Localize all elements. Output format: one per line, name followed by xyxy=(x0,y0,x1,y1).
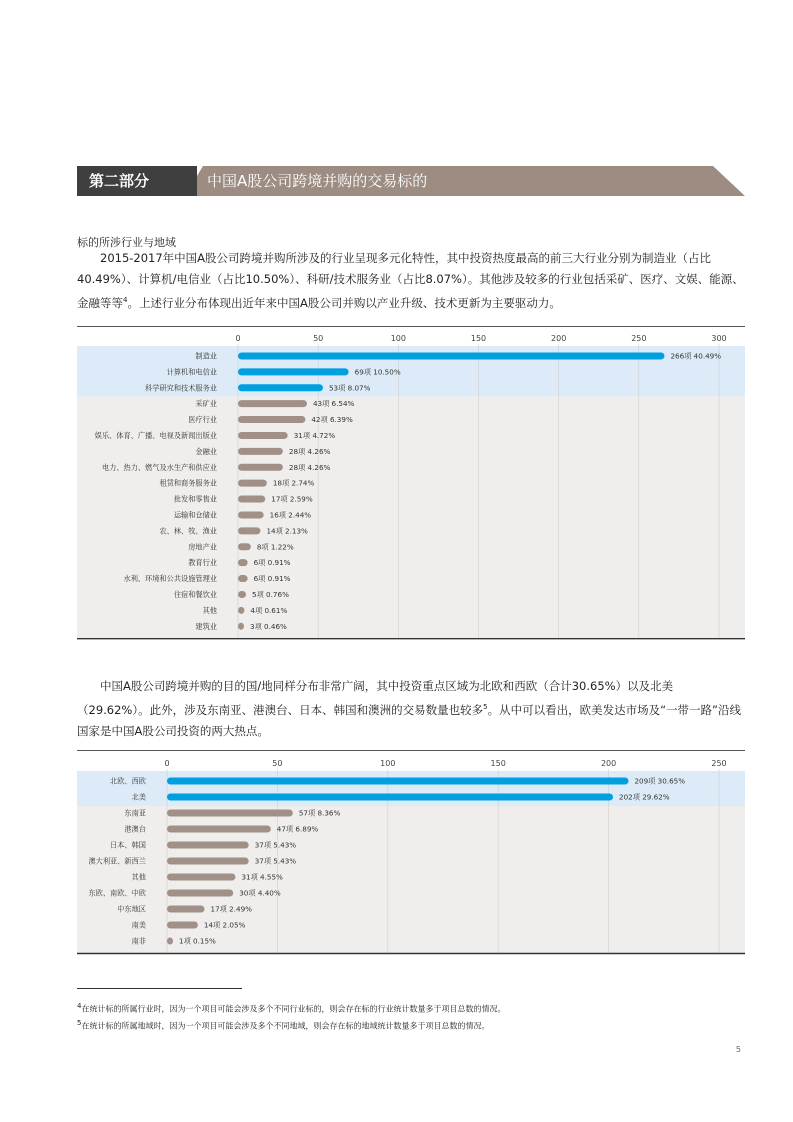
data-label: 31项 4.72% xyxy=(293,430,336,440)
category-label: 其他 xyxy=(131,872,146,882)
category-label: 东欧、南欧、中欧 xyxy=(88,888,146,898)
category-label: 采矿业 xyxy=(195,399,217,409)
footnote-ref-5: 5 xyxy=(483,703,488,711)
region-chart-svg xyxy=(77,750,745,956)
footnote-5 xyxy=(77,1017,745,1033)
bar xyxy=(167,842,249,849)
bar xyxy=(167,826,271,833)
category-label: 建筑业 xyxy=(195,621,217,631)
data-label: 209项 30.65% xyxy=(634,776,686,786)
category-label: 计算机和电信业 xyxy=(166,367,217,377)
bar xyxy=(238,511,264,518)
footnote-4-number: 4 xyxy=(77,1002,82,1010)
data-label: 5项 0.76% xyxy=(252,589,289,599)
data-label: 43项 6.54% xyxy=(312,399,355,409)
industry-chart-svg xyxy=(77,326,745,642)
category-label: 制造业 xyxy=(195,351,217,361)
bar xyxy=(238,384,323,391)
category-label: 北欧、西欧 xyxy=(110,776,146,786)
data-label: 31项 4.55% xyxy=(241,872,283,882)
bar xyxy=(167,890,233,897)
bar xyxy=(167,938,173,945)
category-label: 房地产业 xyxy=(188,542,217,552)
footnote-4-text: 在统计标的所属行业时，因为一个项目可能会涉及多个不同行业标的，则会存在标的行业统计数量多于项目总数的情况。 xyxy=(81,1004,506,1014)
data-label: 14项 2.13% xyxy=(266,526,308,536)
paragraph-industry xyxy=(77,248,745,314)
category-label: 运输和仓储业 xyxy=(173,510,217,520)
category-label: 北美 xyxy=(131,792,146,802)
data-label: 57项 8.36% xyxy=(298,808,341,818)
category-label: 教育行业 xyxy=(188,558,217,568)
bar xyxy=(238,623,244,630)
axis-tick-label: 300 xyxy=(711,334,727,343)
data-label: 42项 6.39% xyxy=(311,415,353,425)
axis-tick-label: 100 xyxy=(380,759,396,768)
footnote-4 xyxy=(77,1000,745,1016)
bar xyxy=(238,464,283,471)
bar xyxy=(238,559,248,566)
bar xyxy=(238,543,251,550)
bar xyxy=(238,496,265,503)
category-label: 港澳台 xyxy=(124,824,146,834)
category-label: 电力、热力、燃气及水生产和供应业 xyxy=(101,462,217,472)
paragraph-region-tail: 。从中可以看出，欧美发达市场及“一带一路”沿线国家是中国A股公司投资的两大热点。 xyxy=(77,702,741,738)
region-chart xyxy=(77,750,745,956)
data-label: 4项 0.61% xyxy=(250,605,288,615)
section-title: 中国A股公司跨境并购的交易标的 xyxy=(207,172,428,190)
category-label: 南美 xyxy=(131,920,146,930)
footnote-ref-4: 4 xyxy=(123,296,128,304)
category-label: 中东地区 xyxy=(117,904,146,914)
data-label: 47项 6.89% xyxy=(276,824,319,834)
bar xyxy=(238,432,288,439)
paragraph-region-text: 中国A股公司跨境并购的目的国/地同样分布非常广阔，其中投资重点区域为北欧和西欧（合计30.65%）以及北美（29.62%）。此外，涉及东南亚、港澳台、日本、韩国和澳洲的交易数量也较多 xyxy=(77,679,674,717)
paragraph-industry-text: 2015-2017年中国A股公司跨境并购所涉及的行业呈现多元化特性，其中投资热度最高的前三大行业分别为制造业（占比40.49%）、计算机/电信业（占比10.50%）、科研/技术服务业（占比8.07%）。其他涉及较多的行业包括采矿、医疗、文娱、能源、金融等等 xyxy=(77,251,744,310)
category-label: 科学研究和技术服务业 xyxy=(145,383,217,393)
data-label: 18项 2.74% xyxy=(272,478,315,488)
footnote-5-text: 在统计标的所属地域时，因为一个项目可能会涉及多个不同地域，则会存在标的地域统计数量多于项目总数的情况。 xyxy=(81,1021,490,1031)
category-label: 医疗行业 xyxy=(188,415,217,425)
category-label: 其他 xyxy=(202,605,217,615)
category-label: 金融业 xyxy=(195,446,217,456)
axis-tick-label: 250 xyxy=(711,759,727,768)
industry-chart xyxy=(77,326,745,642)
bar xyxy=(238,591,246,598)
bar xyxy=(167,906,205,913)
category-label: 澳大利亚、新西兰 xyxy=(88,856,146,866)
data-label: 37项 5.43% xyxy=(254,856,297,866)
axis-tick-label: 100 xyxy=(390,334,406,343)
bar xyxy=(167,810,293,817)
axis-tick-label: 250 xyxy=(631,334,647,343)
category-label: 东南亚 xyxy=(124,808,146,818)
bar xyxy=(238,448,283,455)
data-label: 266项 40.49% xyxy=(670,351,722,361)
data-label: 28项 4.26% xyxy=(288,446,331,456)
data-label: 53项 8.07% xyxy=(328,383,371,393)
bar xyxy=(167,922,198,929)
category-label: 娱乐、体育、广播、电视及新闻出版业 xyxy=(94,430,217,440)
axis-tick-label: 150 xyxy=(490,759,506,768)
data-label: 3项 0.46% xyxy=(250,621,287,631)
category-label: 住宿和餐饮业 xyxy=(173,589,217,599)
bar xyxy=(167,794,613,801)
bar xyxy=(238,416,305,423)
data-label: 17项 2.59% xyxy=(271,494,313,504)
bar xyxy=(167,874,235,881)
data-label: 1项 0.15% xyxy=(179,936,216,946)
data-label: 8项 1.22% xyxy=(256,542,294,552)
axis-tick-label: 200 xyxy=(551,334,567,343)
bar xyxy=(238,607,244,614)
footnote-divider xyxy=(77,988,242,989)
bar xyxy=(238,400,307,407)
axis-tick-label: 50 xyxy=(272,759,283,768)
data-label: 6项 0.91% xyxy=(253,574,291,584)
section-banner xyxy=(77,166,745,196)
bar xyxy=(238,352,664,359)
data-label: 14项 2.05% xyxy=(203,920,246,930)
footnote-5-number: 5 xyxy=(77,1019,82,1027)
data-label: 69项 10.50% xyxy=(354,367,401,377)
axis-tick-label: 50 xyxy=(313,334,324,343)
bar xyxy=(238,368,349,375)
section-part-label: 第二部分 xyxy=(77,166,197,196)
axis-tick-label: 0 xyxy=(164,759,170,768)
subheading: 标的所涉行业与地域 xyxy=(77,236,176,249)
bar xyxy=(238,480,267,487)
category-label: 南非 xyxy=(131,936,146,946)
category-label: 日本、韩国 xyxy=(110,840,146,850)
data-label: 16项 2.44% xyxy=(269,510,312,520)
category-label: 水利、环境和公共设施管理业 xyxy=(123,574,217,584)
category-label: 农、林、牧、渔业 xyxy=(159,526,217,536)
bar xyxy=(238,527,260,534)
data-label: 30项 4.40% xyxy=(239,888,281,898)
data-label: 6项 0.91% xyxy=(253,558,291,568)
category-label: 租赁和商务服务业 xyxy=(159,478,217,488)
axis-tick-label: 0 xyxy=(235,334,241,343)
data-label: 28项 4.26% xyxy=(288,462,331,472)
bar xyxy=(167,858,249,865)
paragraph-region xyxy=(77,676,745,742)
data-label: 202项 29.62% xyxy=(619,792,670,802)
axis-tick-label: 200 xyxy=(600,759,617,768)
data-label: 37项 5.43% xyxy=(254,840,297,850)
paragraph-industry-tail: 。上述行业分布体现出近年来中国A股公司并购以产业升级、技术更新为主要驱动力。 xyxy=(127,295,561,310)
bar xyxy=(167,778,628,785)
category-label: 批发和零售业 xyxy=(173,494,217,504)
page-number: 5 xyxy=(735,1045,741,1054)
axis-tick-label: 150 xyxy=(470,334,487,343)
bar xyxy=(238,575,248,582)
data-label: 17项 2.49% xyxy=(210,904,252,914)
